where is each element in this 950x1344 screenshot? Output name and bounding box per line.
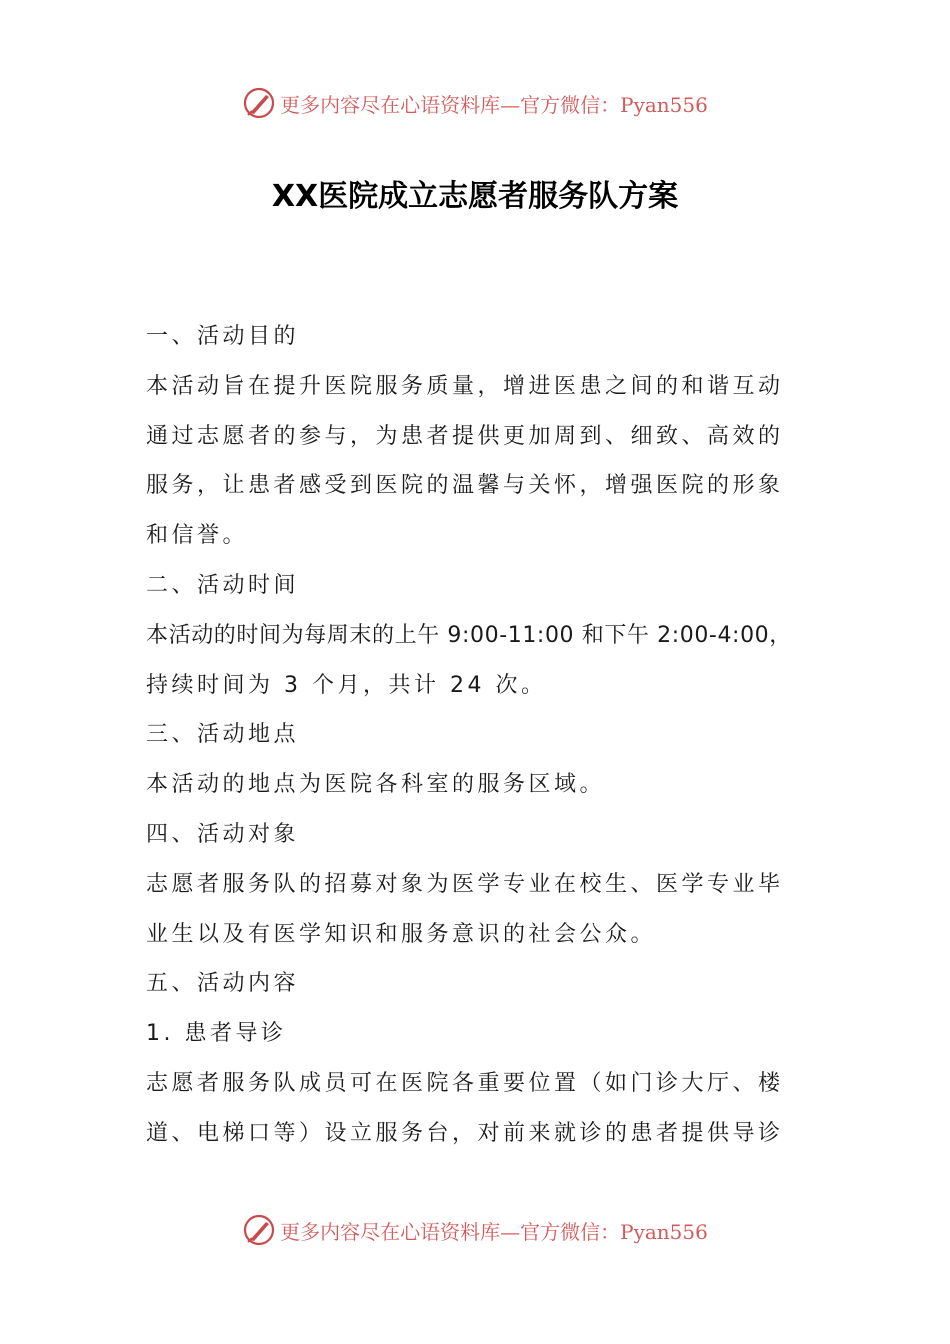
watermark-text: 更多内容尽在心语资料库—官方微信：Pyan556 — [280, 1219, 708, 1244]
watermark-footer — [0, 1210, 950, 1250]
body-line: 持续时间为 3 个月，共计 24 次。 — [146, 672, 547, 698]
body-line: 通过志愿者的参与，为患者提供更加周到、细致、高效的 — [146, 423, 784, 449]
subsection-heading-guidance: 1. 患者导诊 — [146, 1021, 287, 1047]
section-heading-target: 四、活动对象 — [146, 821, 300, 847]
document-body — [146, 312, 811, 1159]
body-line: 业生以及有医学知识和服务意识的社会公众。 — [146, 921, 657, 947]
document-title: XX医院成立志愿者服务队方案 — [271, 179, 679, 214]
quill-pen-logo-icon — [242, 1213, 276, 1247]
body-line: 本活动的地点为医院各科室的服务区域。 — [146, 772, 606, 798]
body-line: 本活动旨在提升医院服务质量，增进医患之间的和谐互动 — [146, 373, 784, 399]
section-heading-purpose: 一、活动目的 — [146, 324, 300, 349]
watermark-header — [0, 83, 950, 123]
body-line: 志愿者服务队成员可在医院各重要位置（如门诊大厅、楼 — [146, 1070, 784, 1096]
watermark-text: 更多内容尽在心语资料库—官方微信：Pyan556 — [280, 92, 708, 117]
section-heading-location: 三、活动地点 — [146, 722, 300, 748]
section-heading-time: 二、活动时间 — [146, 572, 300, 598]
section-heading-content: 五、活动内容 — [146, 971, 300, 997]
body-line: 和信誉。 — [146, 523, 249, 549]
quill-pen-logo-icon — [242, 86, 276, 120]
body-line: 道、电梯口等）设立服务台，对前来就诊的患者提供导诊 — [146, 1120, 784, 1146]
body-line: 本活动的时间为每周末的上午 9:00-11:00 和下午 2:00-4:00， — [146, 622, 792, 648]
body-line: 服务，让患者感受到医院的温馨与关怀，增强医院的形象 — [146, 473, 784, 499]
body-line: 志愿者服务队的招募对象为医学专业在校生、医学专业毕 — [146, 871, 784, 897]
